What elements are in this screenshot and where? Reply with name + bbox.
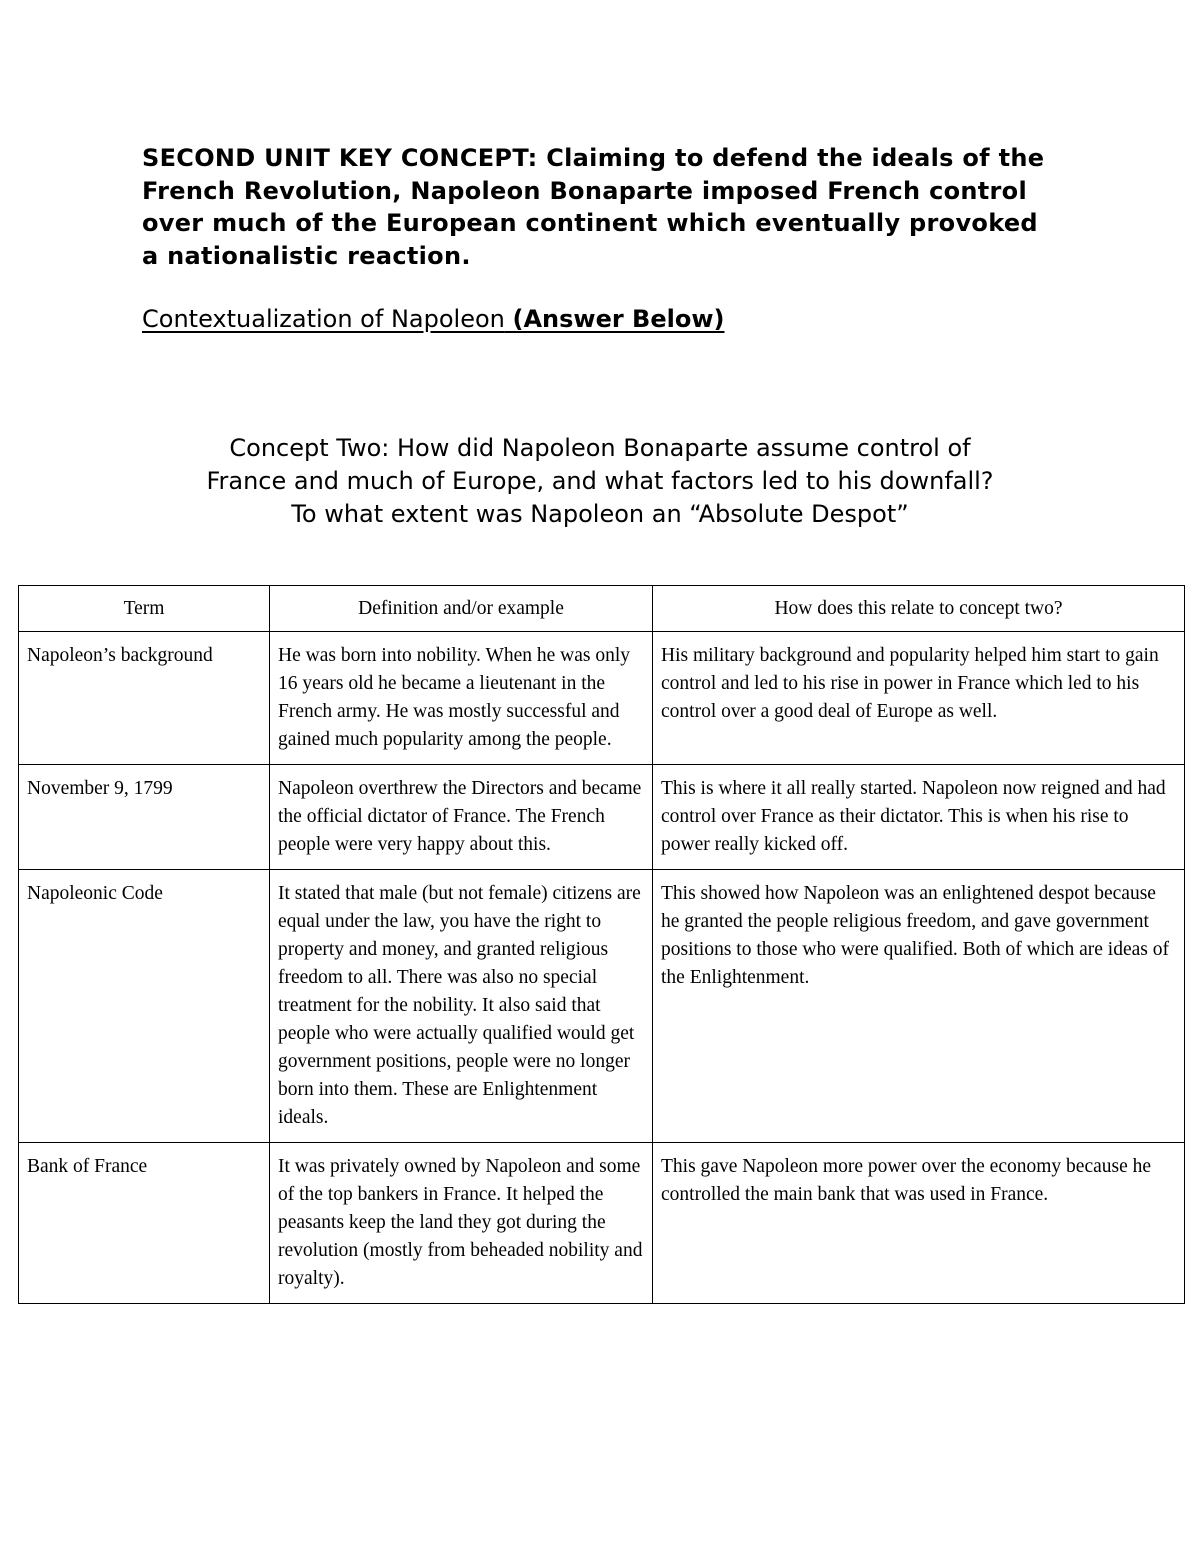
relation-cell: This gave Napoleon more power over the economy because he controlled the main bank that was used in France. xyxy=(653,1143,1185,1304)
table-row xyxy=(19,1143,1185,1304)
table-row xyxy=(19,870,1185,1143)
term-cell: Bank of France xyxy=(19,1143,270,1304)
concept-two-line-1: Concept Two: How did Napoleon Bonaparte assume control of xyxy=(229,434,971,462)
term-cell: Napoleonic Code xyxy=(19,870,270,1143)
terms-table xyxy=(18,585,1185,1304)
definition-cell: It was privately owned by Napoleon and some of the top bankers in France. It helped the peasants keep the land they got during the revolution (mostly from beheaded nobility and royalty). xyxy=(270,1143,653,1304)
definition-cell: He was born into nobility. When he was only 16 years old he became a lieutenant in the French army. He was mostly successful and gained much popularity among the people. xyxy=(270,632,653,765)
relation-cell: This is where it all really started. Napoleon now reigned and had control over France as their dictator. This is when his rise to power really kicked off. xyxy=(653,765,1185,870)
definition-cell: It stated that male (but not female) citizens are equal under the law, you have the right to property and money, and granted religious freedom to all. There was also no special treatment for the nobility. It also said that people who were actually qualified would get government positions, people were no longer born into them. These are Enlightenment ideals. xyxy=(270,870,653,1143)
concept-two-question xyxy=(100,432,1100,531)
table-header-row xyxy=(19,586,1185,632)
table-row xyxy=(19,765,1185,870)
term-cell: November 9, 1799 xyxy=(19,765,270,870)
header-definition: Definition and/or example xyxy=(270,586,653,632)
header-term: Term xyxy=(19,586,270,632)
answer-note: (Answer Below) xyxy=(512,305,725,333)
table-row xyxy=(19,632,1185,765)
key-concept-heading: SECOND UNIT KEY CONCEPT: Claiming to defend the ideals of the French Revolution, Napoleon Bonaparte imposed French control over much of the European continent which eventually provoked a nationalistic reaction. xyxy=(142,144,1045,270)
contextualization-label: Contextualization of Napoleon xyxy=(142,305,505,333)
definition-cell: Napoleon overthrew the Directors and became the official dictator of France. The French people were very happy about this. xyxy=(270,765,653,870)
term-cell: Napoleon’s background xyxy=(19,632,270,765)
concept-two-line-2: France and much of Europe, and what factors led to his downfall? xyxy=(206,467,994,495)
concept-two-line-3: To what extent was Napoleon an “Absolute Despot” xyxy=(291,500,909,528)
relation-cell: This showed how Napoleon was an enlightened despot because he granted the people religious freedom, and gave government positions to those who were qualified. Both of which are ideas of the Enlightenment. xyxy=(653,870,1185,1143)
relation-cell: His military background and popularity helped him start to gain control and led to his rise in power in France which led to his control over a good deal of Europe as well. xyxy=(653,632,1185,765)
contextualization-heading xyxy=(142,302,724,336)
header-relation: How does this relate to concept two? xyxy=(653,586,1185,632)
